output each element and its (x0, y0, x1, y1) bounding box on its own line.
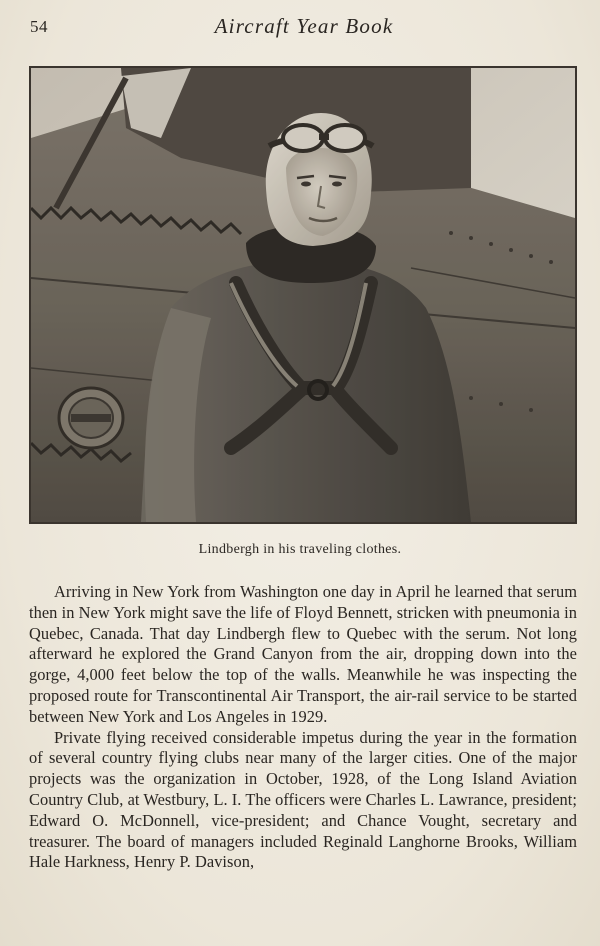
page-number: 54 (30, 17, 48, 36)
aviator-portrait-photo (31, 68, 575, 522)
figure-caption: Lindbergh in his traveling clothes. (198, 542, 402, 557)
paragraph: Private flying received considerable impetus during the year in the formation of several country flying clubs near many of the larger cities. One of the major projects was the organization in October, 1928, of the Long Island Aviation Country Club, at Westbury, L. I. The officers were Charles L. Lawrance, president; Edward O. McDonnell, vice-president; and Chance Vought, secretary and treasurer. The board of managers included Reginald Langhorne Brooks, William Hale Harkness, Henry P. Davison, (29, 727, 577, 872)
photograph (29, 66, 577, 524)
body-text (29, 582, 577, 873)
running-head: Aircraft Year Book (214, 14, 394, 38)
paragraph: Arriving in New York from Washington one day in April he learned that serum then in New York might save the life of Floyd Bennett, stricken with pneumonia in Quebec, Canada. That day Lindbergh flew to Quebec with the serum. Not long afterward he explored the Grand Canyon from the air, dropping down into the gorge, 4,000 feet below the top of the walls. Meanwhile he was inspecting the proposed route for Transcontinental Air Transport, the air-rail service to be started between New York and Los Angeles in 1929. (29, 582, 577, 726)
